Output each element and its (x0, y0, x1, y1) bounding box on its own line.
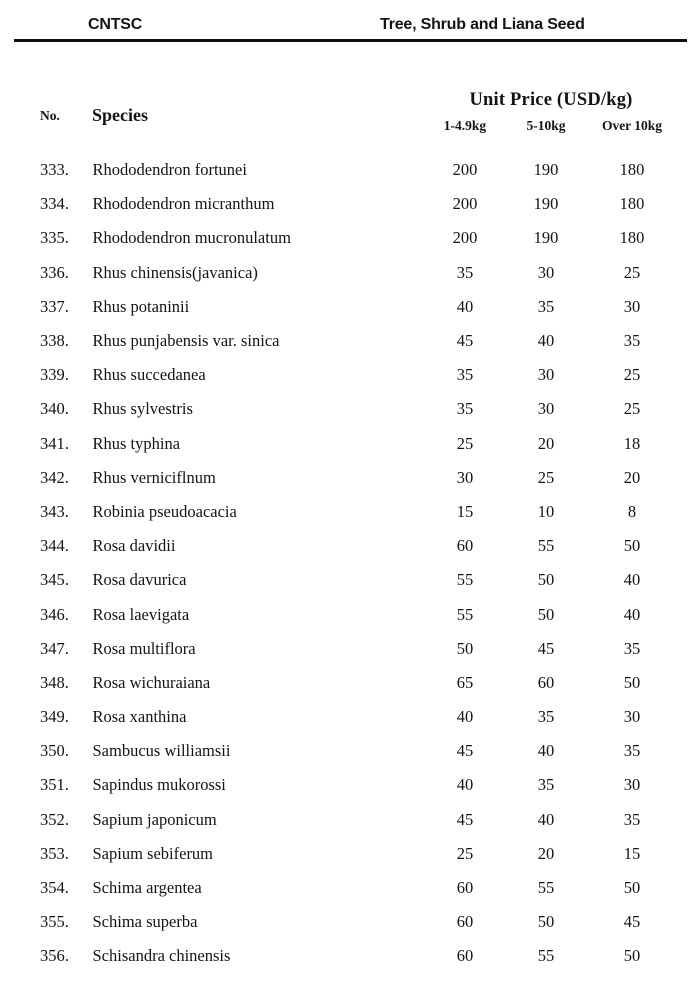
price-over-10kg: 35 (623, 331, 641, 351)
price-over-10kg: 8 (627, 501, 637, 521)
price-5-10kg: 55 (537, 878, 555, 898)
column-header-1-4.9kg: 1-4.9kg (443, 118, 487, 133)
table-rows (0, 153, 700, 974)
row-number: 355. (40, 912, 69, 932)
row-number: 343. (40, 501, 69, 521)
price-over-10kg: 15 (623, 843, 641, 863)
species-name: Schima argentea (92, 878, 202, 898)
row-number: 335. (40, 228, 69, 248)
price-1-4.9kg: 65 (456, 672, 474, 692)
table-row (40, 905, 682, 939)
price-5-10kg: 10 (537, 501, 555, 521)
species-name: Robinia pseudoacacia (92, 501, 237, 521)
price-over-10kg: 180 (619, 160, 645, 180)
row-number: 333. (40, 160, 69, 180)
price-over-10kg: 25 (623, 399, 641, 419)
row-number: 340. (40, 399, 69, 419)
column-header-5-10kg: 5-10kg (526, 118, 566, 133)
table-row (40, 153, 682, 187)
price-5-10kg: 30 (537, 399, 555, 419)
table-row (40, 290, 682, 324)
species-name: Rhododendron micranthum (92, 194, 275, 214)
price-5-10kg: 25 (537, 467, 555, 487)
table-row (40, 221, 682, 255)
species-name: Rosa davidii (92, 536, 176, 556)
price-over-10kg: 40 (623, 604, 641, 624)
table-row (40, 837, 682, 871)
species-name: Sapium japonicum (92, 809, 217, 829)
price-5-10kg: 35 (537, 775, 555, 795)
row-number: 346. (40, 604, 69, 624)
species-name: Rosa laevigata (92, 604, 190, 624)
price-1-4.9kg: 35 (456, 262, 474, 282)
price-over-10kg: 50 (623, 672, 641, 692)
table-row (40, 187, 682, 221)
price-subheaders (420, 118, 682, 134)
price-1-4.9kg: 40 (456, 775, 474, 795)
price-1-4.9kg: 40 (456, 296, 474, 316)
species-name: Rhus succedanea (92, 365, 206, 385)
price-over-10kg: 180 (619, 228, 645, 248)
species-name: Schisandra chinensis (92, 946, 231, 966)
column-header-species: Species (92, 104, 148, 125)
table-row (40, 256, 682, 290)
price-1-4.9kg: 45 (456, 331, 474, 351)
price-5-10kg: 35 (537, 296, 555, 316)
price-5-10kg: 60 (537, 672, 555, 692)
species-name: Rosa davurica (92, 570, 187, 590)
price-over-10kg: 18 (623, 433, 641, 453)
row-number: 337. (40, 296, 69, 316)
price-over-10kg: 35 (623, 809, 641, 829)
column-header-no: No. (40, 108, 60, 123)
document-title: Tree, Shrub and Liana Seed (380, 16, 585, 33)
price-5-10kg: 50 (537, 604, 555, 624)
species-name: Sapium sebiferum (92, 843, 214, 863)
price-5-10kg: 190 (533, 194, 559, 214)
price-5-10kg: 30 (537, 365, 555, 385)
table-row (40, 324, 682, 358)
price-1-4.9kg: 60 (456, 912, 474, 932)
row-number: 339. (40, 365, 69, 385)
table-row (40, 358, 682, 392)
table-row (40, 427, 682, 461)
price-over-10kg: 50 (623, 878, 641, 898)
publisher-logo-text: CNTSC (88, 16, 143, 33)
price-over-10kg: 25 (623, 365, 641, 385)
price-5-10kg: 50 (537, 912, 555, 932)
row-number: 350. (40, 741, 69, 761)
price-5-10kg: 40 (537, 809, 555, 829)
table-row (40, 734, 682, 768)
row-number: 344. (40, 536, 69, 556)
price-over-10kg: 30 (623, 775, 641, 795)
species-name: Rhus verniciflnum (92, 467, 216, 487)
table-row (40, 461, 682, 495)
row-number: 347. (40, 638, 69, 658)
species-name: Rhus punjabensis var. sinica (92, 331, 280, 351)
row-number: 341. (40, 433, 69, 453)
price-over-10kg: 30 (623, 296, 641, 316)
column-header-unit-price: Unit Price (USD/kg) (469, 90, 633, 110)
table-row (40, 392, 682, 426)
table-row (40, 939, 682, 973)
table-header (0, 88, 700, 134)
price-1-4.9kg: 35 (456, 399, 474, 419)
price-1-4.9kg: 200 (452, 228, 478, 248)
price-1-4.9kg: 60 (456, 946, 474, 966)
price-over-10kg: 45 (623, 912, 641, 932)
table-row (40, 529, 682, 563)
price-1-4.9kg: 45 (456, 741, 474, 761)
table-row (40, 597, 682, 631)
price-over-10kg: 20 (623, 467, 641, 487)
price-group-header (420, 88, 682, 134)
price-1-4.9kg: 40 (456, 707, 474, 727)
price-5-10kg: 30 (537, 262, 555, 282)
row-number: 351. (40, 775, 69, 795)
price-5-10kg: 55 (537, 946, 555, 966)
row-number: 336. (40, 262, 69, 282)
price-1-4.9kg: 45 (456, 809, 474, 829)
price-5-10kg: 20 (537, 843, 555, 863)
price-1-4.9kg: 35 (456, 365, 474, 385)
price-5-10kg: 40 (537, 741, 555, 761)
species-name: Sambucus williamsii (92, 741, 231, 761)
row-number: 353. (40, 843, 69, 863)
price-over-10kg: 30 (623, 707, 641, 727)
price-over-10kg: 25 (623, 262, 641, 282)
price-5-10kg: 45 (537, 638, 555, 658)
row-number: 349. (40, 707, 69, 727)
table-row (40, 632, 682, 666)
price-1-4.9kg: 55 (456, 570, 474, 590)
table-row (40, 495, 682, 529)
table-row (40, 803, 682, 837)
price-1-4.9kg: 55 (456, 604, 474, 624)
species-name: Rhus chinensis(javanica) (92, 262, 258, 282)
price-5-10kg: 55 (537, 536, 555, 556)
table-row (40, 666, 682, 700)
price-5-10kg: 50 (537, 570, 555, 590)
price-1-4.9kg: 15 (456, 501, 474, 521)
row-number: 352. (40, 809, 69, 829)
table-row (40, 563, 682, 597)
species-name: Sapindus mukorossi (92, 775, 226, 795)
species-name: Rhododendron fortunei (92, 160, 247, 180)
species-name: Rhus sylvestris (92, 399, 193, 419)
species-name: Schima superba (92, 912, 198, 932)
price-1-4.9kg: 25 (456, 433, 474, 453)
species-name: Rosa multiflora (92, 638, 196, 658)
price-over-10kg: 50 (623, 946, 641, 966)
table-row (40, 768, 682, 802)
page-header (14, 14, 687, 42)
row-number: 348. (40, 672, 69, 692)
price-1-4.9kg: 60 (456, 536, 474, 556)
column-header-over-10kg: Over 10kg (601, 118, 663, 133)
row-number: 338. (40, 331, 69, 351)
price-1-4.9kg: 200 (452, 194, 478, 214)
price-1-4.9kg: 50 (456, 638, 474, 658)
price-5-10kg: 20 (537, 433, 555, 453)
price-over-10kg: 40 (623, 570, 641, 590)
row-number: 356. (40, 946, 69, 966)
table-row (40, 700, 682, 734)
price-1-4.9kg: 200 (452, 160, 478, 180)
table-row (40, 871, 682, 905)
row-number: 342. (40, 467, 69, 487)
price-1-4.9kg: 25 (456, 843, 474, 863)
price-5-10kg: 190 (533, 228, 559, 248)
row-number: 334. (40, 194, 69, 214)
price-1-4.9kg: 30 (456, 467, 474, 487)
species-name: Rosa wichuraiana (92, 672, 211, 692)
price-1-4.9kg: 60 (456, 878, 474, 898)
price-over-10kg: 35 (623, 638, 641, 658)
species-name: Rhus potaninii (92, 296, 190, 316)
price-5-10kg: 40 (537, 331, 555, 351)
species-name: Rhus typhina (92, 433, 181, 453)
row-number: 354. (40, 878, 69, 898)
species-name: Rosa xanthina (92, 707, 187, 727)
price-over-10kg: 50 (623, 536, 641, 556)
row-number: 345. (40, 570, 69, 590)
price-5-10kg: 190 (533, 160, 559, 180)
price-5-10kg: 35 (537, 707, 555, 727)
species-name: Rhododendron mucronulatum (92, 228, 291, 248)
price-over-10kg: 35 (623, 741, 641, 761)
price-over-10kg: 180 (619, 194, 645, 214)
